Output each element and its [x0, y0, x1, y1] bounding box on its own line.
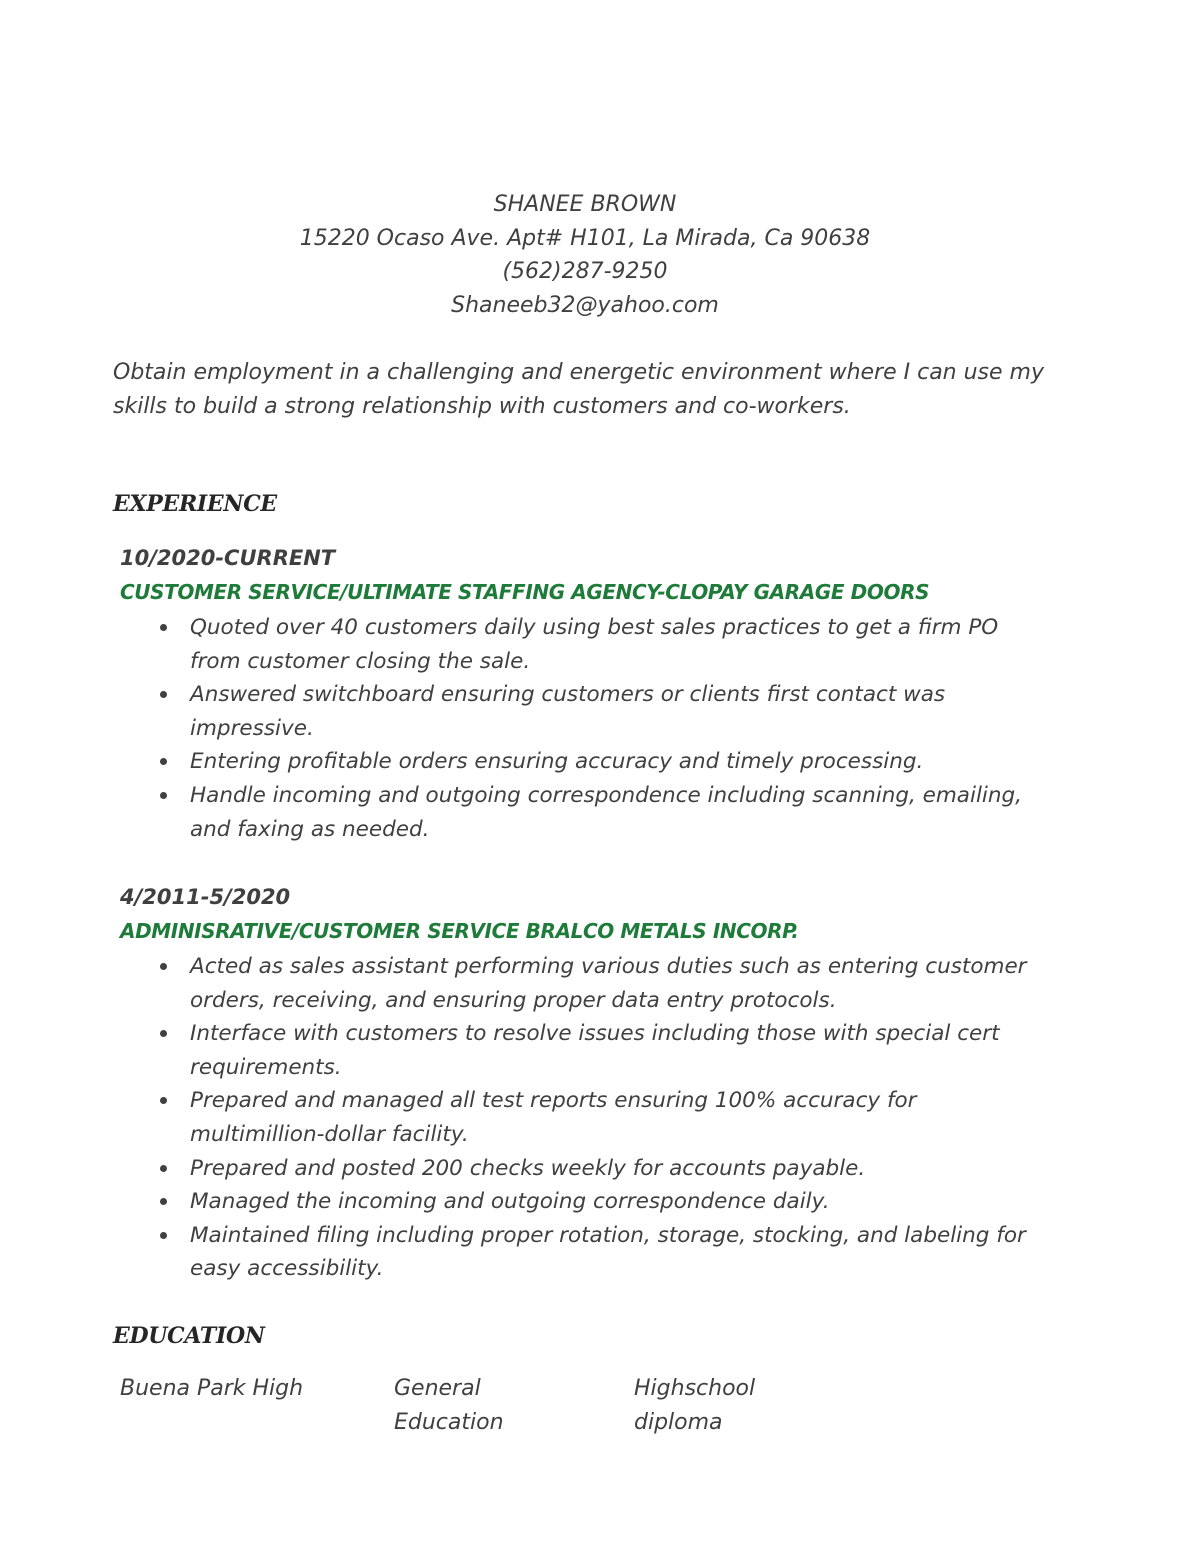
duty-text: Prepared and managed all test reports ensuring 100% accuracy for multimillion-dollar facility.	[190, 1088, 917, 1147]
contact-header	[0, 188, 1170, 322]
bullet-icon	[160, 1097, 167, 1104]
program-line: General	[394, 1376, 481, 1401]
job-entry-1	[120, 541, 1040, 846]
bullet-icon	[160, 963, 167, 970]
bullet-icon	[160, 624, 167, 631]
bullet-icon	[160, 1198, 167, 1205]
objective-statement: Obtain employment in a challenging and energetic environment where I can use my skills to build a strong relationship with customers and co-workers.	[113, 360, 1044, 419]
list-item	[120, 1017, 1040, 1084]
program-line: Education	[394, 1410, 504, 1435]
duty-text: Quoted over 40 customers daily using best sales practices to get a firm PO from customer closing the sale.	[190, 615, 999, 674]
list-item	[120, 678, 1040, 745]
applicant-name: SHANEE BROWN	[493, 192, 677, 217]
applicant-address: 15220 Ocaso Ave. Apt# H101, La Mirada, Ca 90638	[299, 225, 871, 251]
job-dates: 10/2020-CURRENT	[120, 546, 336, 570]
program-cell	[394, 1372, 504, 1440]
bullet-icon	[160, 1232, 167, 1239]
list-item	[120, 950, 1040, 1017]
list-item	[120, 1219, 1040, 1286]
list-item	[120, 779, 1040, 846]
bullet-icon	[160, 691, 167, 698]
duty-text: Answered switchboard ensuring customers or clients first contact was impressive.	[190, 682, 946, 741]
credential-line: diploma	[634, 1410, 723, 1435]
duty-text: Interface with customers to resolve issues including those with special cert requirements.	[190, 1021, 1000, 1080]
list-item	[120, 1084, 1040, 1151]
duty-text: Entering profitable orders ensuring accuracy and timely processing.	[190, 749, 924, 775]
job-dates: 4/2011-5/2020	[120, 885, 291, 909]
bullet-icon	[160, 1165, 167, 1172]
bullet-icon	[160, 1030, 167, 1037]
applicant-email: Shaneeb32@yahoo.com	[451, 292, 719, 318]
duty-text: Handle incoming and outgoing correspondence including scanning, emailing, and faxing as needed.	[190, 782, 1023, 842]
job-title: CUSTOMER SERVICE/ULTIMATE STAFFING AGENCY-CLOPAY GARAGE DOORS	[120, 580, 930, 604]
job-duties-list	[120, 950, 1040, 1286]
list-item	[120, 1185, 1040, 1219]
job-entry-2	[120, 880, 1040, 1286]
experience-heading: EXPERIENCE	[113, 491, 277, 517]
job-duties-list	[120, 611, 1040, 846]
job-title: ADMINISRATIVE/CUSTOMER SERVICE BRALCO METALS INCORP.	[120, 919, 799, 943]
credential-line: Highschool	[634, 1376, 756, 1401]
list-item	[120, 611, 1040, 678]
list-item	[120, 1152, 1040, 1186]
duty-text: Maintained filing including proper rotation, storage, stocking, and labeling for easy accessibility.	[190, 1222, 1026, 1282]
bullet-icon	[160, 792, 167, 799]
school-name: Buena Park High	[120, 1376, 304, 1401]
education-heading: EDUCATION	[113, 1323, 265, 1349]
applicant-phone: (562)287-9250	[502, 259, 668, 284]
duty-text: Acted as sales assistant performing various duties such as entering customer orders, receiving, and ensuring proper data entry protocols.	[190, 954, 1027, 1013]
duty-text: Prepared and posted 200 checks weekly for accounts payable.	[190, 1155, 866, 1181]
credential-cell	[634, 1372, 755, 1440]
bullet-icon	[160, 758, 167, 765]
list-item	[120, 745, 1040, 779]
duty-text: Managed the incoming and outgoing correspondence daily.	[190, 1189, 830, 1215]
